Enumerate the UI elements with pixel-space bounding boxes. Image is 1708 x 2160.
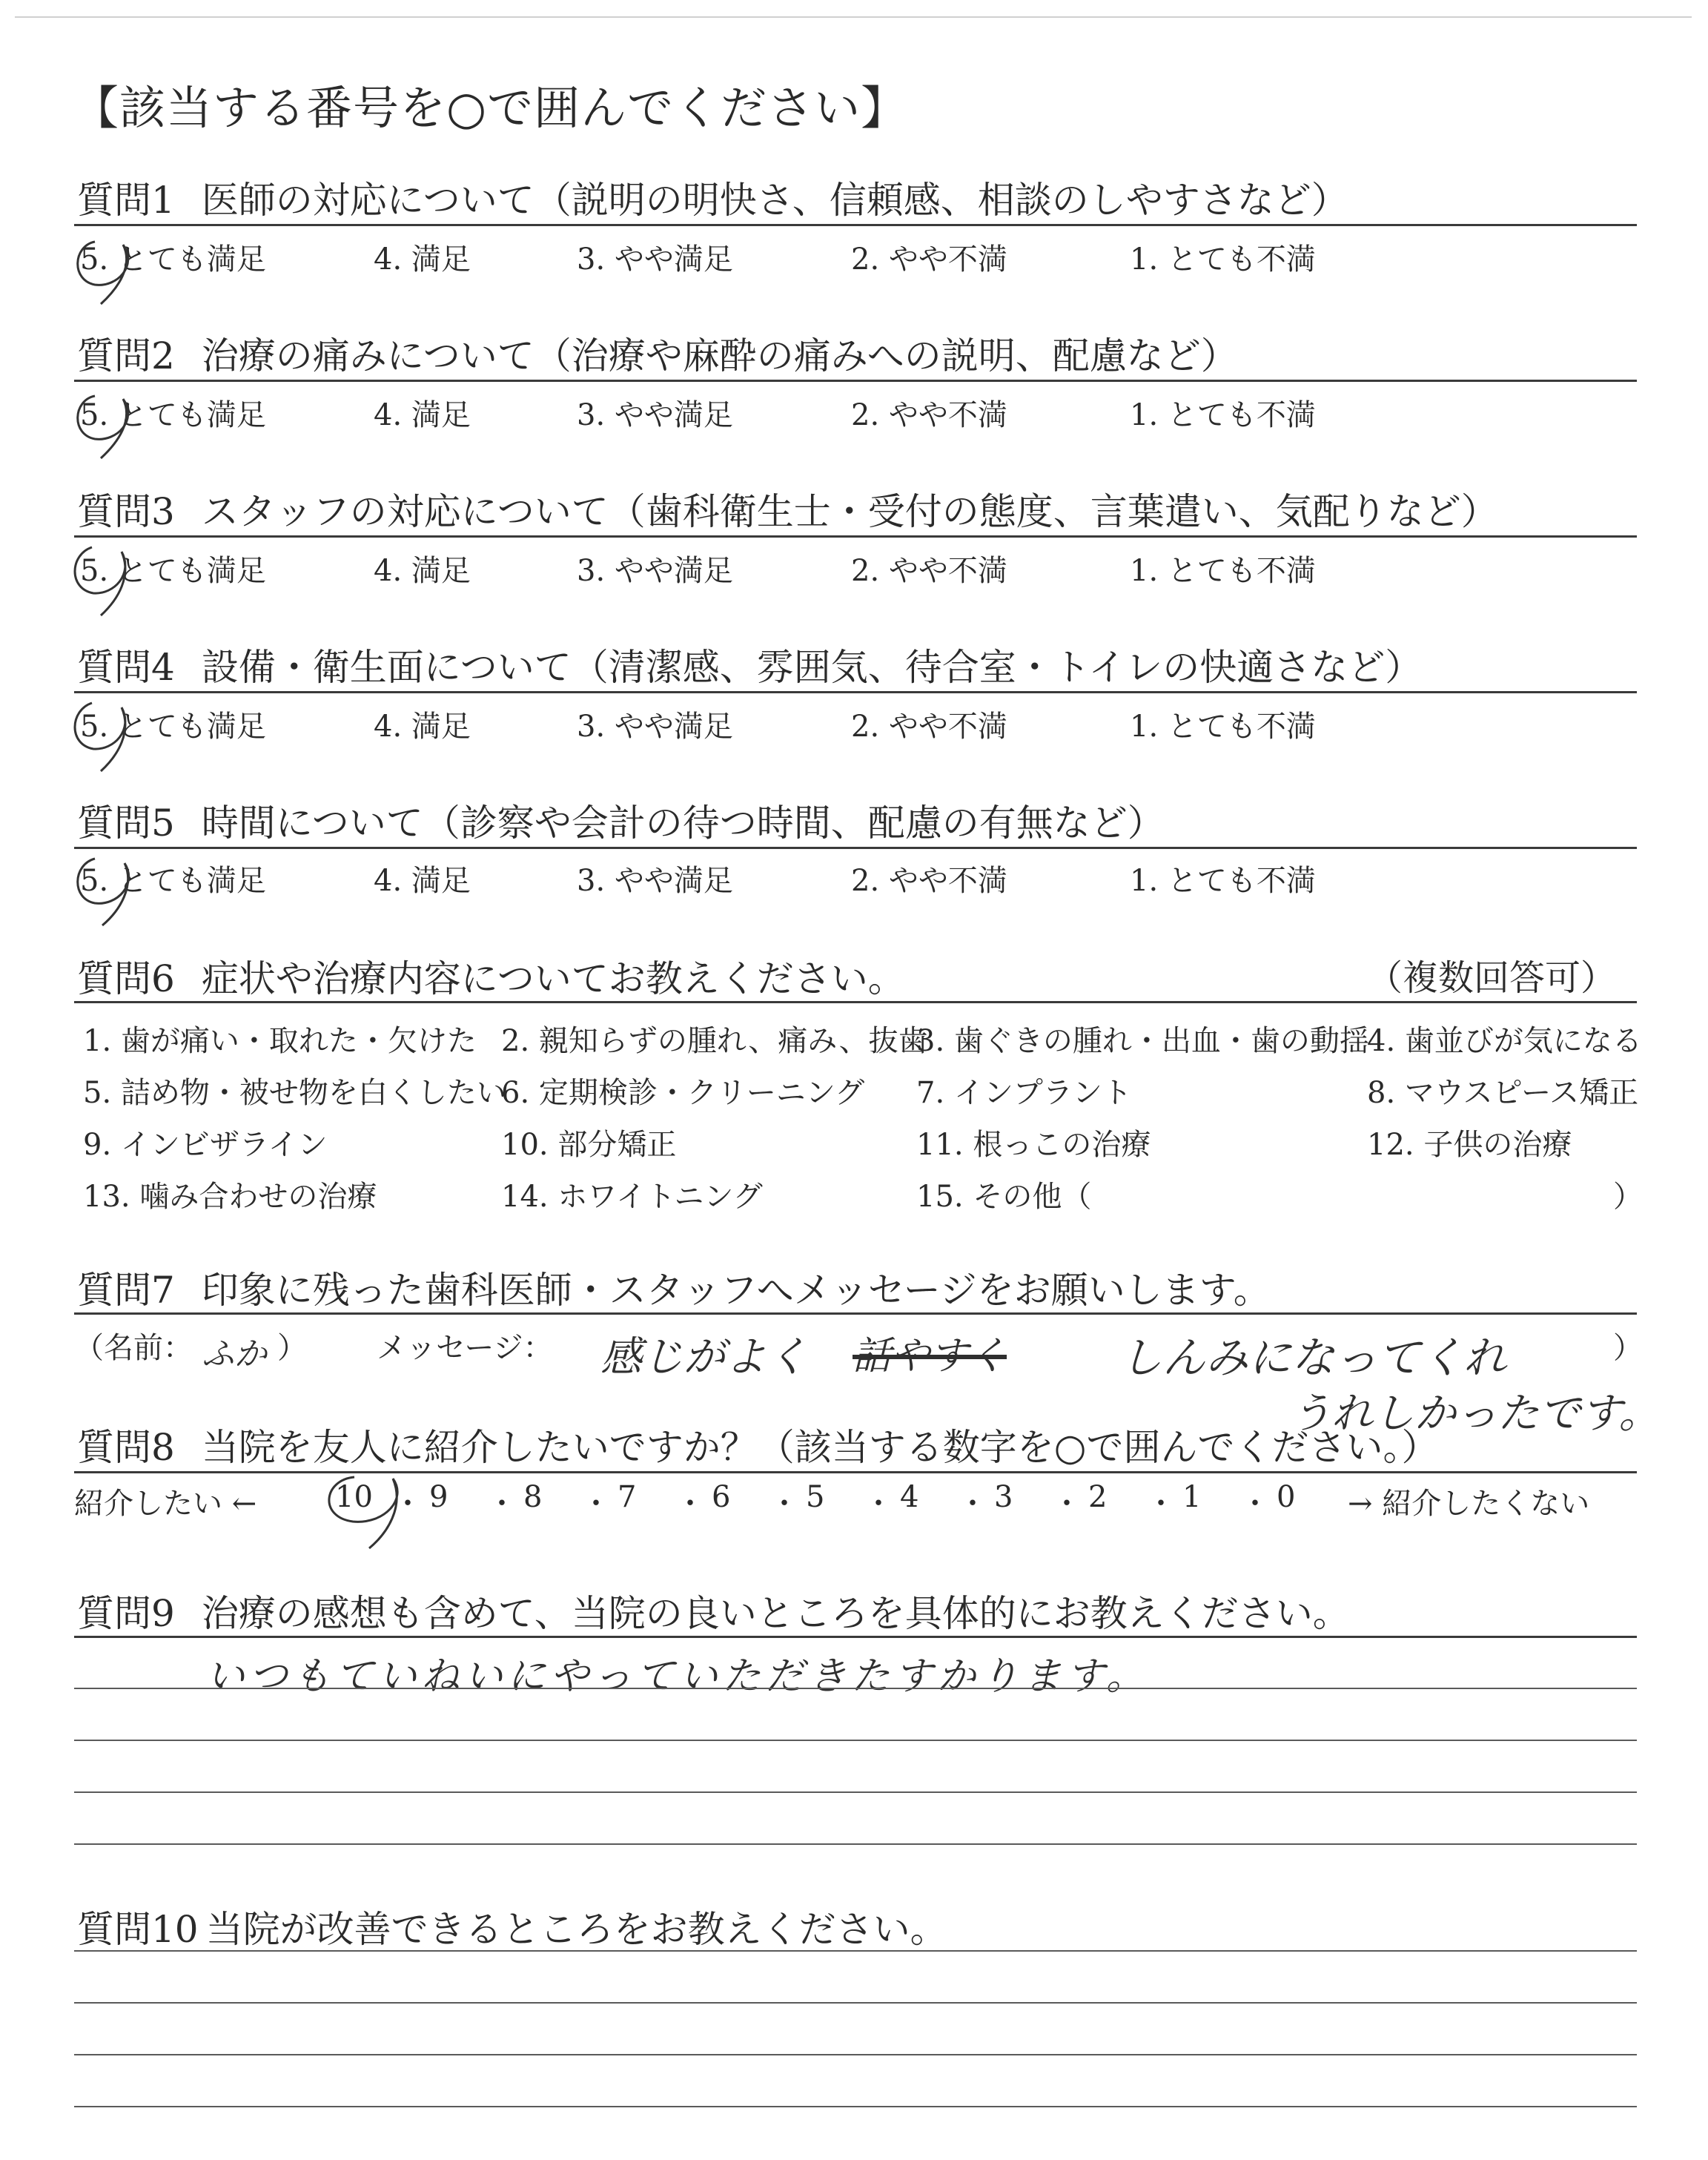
q6-item-12[interactable]: 12. 子供の治療 [1367, 1128, 1572, 1162]
q2-rule [74, 380, 1637, 382]
q7-heading [77, 1261, 1271, 1314]
q2-option-3[interactable]: 3. やや満足 [577, 398, 733, 432]
q7-message-close: ） [1613, 1331, 1643, 1365]
q5-option-5[interactable]: 5. とても満足 [80, 864, 266, 898]
q9-heading [77, 1584, 1350, 1637]
q9-label: 質問9 [77, 1592, 175, 1635]
q7-message-struck: 話やすく [853, 1334, 1007, 1378]
q1-rule [74, 224, 1637, 226]
q7-name-label: （名前： [74, 1331, 193, 1365]
q1-option-3[interactable]: 3. やや満足 [577, 242, 733, 277]
q8-scale-separator: ・ [769, 1487, 799, 1521]
q5-option-4[interactable]: 4. 満足 [374, 864, 471, 898]
q8-scale-separator: ・ [1146, 1487, 1176, 1521]
q7-message-line2[interactable]: うれしかったです。 [1290, 1390, 1661, 1438]
q8-label: 質問8 [77, 1426, 175, 1469]
q3-option-5[interactable]: 5. とても満足 [80, 554, 266, 588]
q6-item-7[interactable]: 7. インプラント [916, 1076, 1132, 1110]
q2-option-5[interactable]: 5. とても満足 [80, 398, 266, 432]
q10-text: 当院が改善できるところをお教えください。 [205, 1908, 947, 1951]
q1-option-4[interactable]: 4. 満足 [374, 242, 471, 277]
q3-circle-mark [62, 541, 144, 623]
q9-line-1 [74, 1688, 1637, 1689]
q2-option-1[interactable]: 1. とても不満 [1130, 398, 1316, 432]
q6-item-6[interactable]: 6. 定期検診・クリーニング [501, 1076, 865, 1110]
q9-text: 治療の感想も含めて、当院の良いところを具体的にお教えください。 [201, 1592, 1350, 1635]
q4-option-5[interactable]: 5. とても満足 [80, 710, 266, 744]
q5-option-2[interactable]: 2. やや不満 [851, 864, 1007, 898]
q8-scale-4[interactable]: 4 [900, 1480, 919, 1514]
q7-name-close: ） [277, 1331, 307, 1365]
q1-label: 質問1 [77, 179, 175, 222]
q6-item-15[interactable]: 15. その他（ [916, 1180, 1092, 1214]
q7-label: 質問7 [77, 1269, 175, 1312]
q5-option-3[interactable]: 3. やや満足 [577, 864, 733, 898]
q7-text: 印象に残った歯科医師・スタッフへメッセージをお願いします。 [201, 1269, 1271, 1312]
q8-right-label: → 紹介したくない [1348, 1487, 1590, 1521]
q6-item-9[interactable]: 9. インビザライン [83, 1128, 328, 1162]
q2-text: 治療の痛みについて（治療や麻酔の痛みへの説明、配慮など） [201, 334, 1238, 377]
q6-item-4[interactable]: 4. 歯並びが気になる [1367, 1024, 1642, 1058]
q1-heading [77, 171, 1348, 224]
page-title: 【該当する番号を○で囲んでください】 [73, 81, 908, 135]
q7-message-line1[interactable]: 感じがよく [600, 1333, 808, 1381]
q8-scale-separator: ・ [675, 1487, 705, 1521]
q6-item-13[interactable]: 13. 噛み合わせの治療 [83, 1180, 377, 1214]
q6-label: 質問6 [77, 957, 175, 1000]
top-border [15, 16, 1692, 18]
q6-item-2[interactable]: 2. 親知らずの腫れ、痛み、抜歯 [501, 1024, 928, 1058]
q8-scale-5[interactable]: 5 [806, 1480, 825, 1514]
q5-text: 時間について（診察や会計の待つ時間、配慮の有無など） [201, 802, 1165, 845]
q4-heading [77, 638, 1422, 691]
q9-answer[interactable]: いつもていねいにやっていただきたすかります。 [206, 1654, 1149, 1699]
q6-item-11[interactable]: 11. 根っこの治療 [916, 1128, 1151, 1162]
q8-scale-7[interactable]: 7 [618, 1480, 637, 1514]
q6-item-10[interactable]: 10. 部分矯正 [501, 1128, 677, 1162]
q5-label: 質問5 [77, 802, 175, 845]
q6-other-close: ） [1613, 1180, 1643, 1214]
q8-scale-separator: ・ [864, 1487, 893, 1521]
q8-scale-3[interactable]: 3 [994, 1480, 1013, 1514]
q8-scale-separator: ・ [393, 1487, 423, 1521]
q4-option-4[interactable]: 4. 満足 [374, 710, 471, 744]
q7-message-label: メッセージ： [377, 1331, 553, 1365]
q8-scale-1[interactable]: 1 [1182, 1480, 1202, 1514]
q10-line-3 [74, 2054, 1637, 2055]
q3-label: 質問3 [77, 490, 175, 533]
q4-rule [74, 691, 1637, 693]
q9-line-2 [74, 1740, 1637, 1741]
q8-left-label: 紹介したい ← [74, 1487, 257, 1521]
q10-line-2 [74, 2002, 1637, 2004]
q6-note: （複数回答可） [1367, 957, 1617, 999]
q8-heading [77, 1418, 1438, 1471]
q1-text: 医師の対応について（説明の明快さ、信頼感、相談のしやすさなど） [201, 179, 1348, 222]
q1-option-2[interactable]: 2. やや不満 [851, 242, 1007, 277]
q3-option-2[interactable]: 2. やや不満 [851, 554, 1007, 588]
q8-scale-2[interactable]: 2 [1088, 1480, 1108, 1514]
q6-rule [74, 1001, 1637, 1003]
q1-option-5[interactable]: 5. とても満足 [80, 242, 266, 277]
q3-text: スタッフの対応について（歯科衛生士・受付の態度、言葉遣い、気配りなど） [201, 490, 1498, 533]
q7-name-value[interactable]: ふか [202, 1335, 267, 1373]
q8-scale-0[interactable]: 0 [1277, 1480, 1296, 1514]
q9-rule [74, 1636, 1637, 1638]
q7-rule [74, 1312, 1637, 1315]
q6-item-14[interactable]: 14. ホワイトニング [501, 1180, 763, 1214]
q5-circle-mark [65, 853, 147, 934]
q3-rule [74, 535, 1637, 538]
q5-option-1[interactable]: 1. とても不満 [1130, 864, 1316, 898]
q5-rule [74, 847, 1637, 849]
q2-heading [77, 326, 1238, 380]
q8-scale-6[interactable]: 6 [712, 1480, 731, 1514]
q2-circle-mark [65, 390, 147, 464]
q8-scale-separator: ・ [958, 1487, 987, 1521]
q2-option-2[interactable]: 2. やや不満 [851, 398, 1007, 432]
q8-circle-mark [310, 1470, 421, 1559]
q9-line-3 [74, 1791, 1637, 1793]
q6-item-1[interactable]: 1. 歯が痛い・取れた・欠けた [83, 1024, 477, 1058]
q10-line-1 [74, 1950, 1637, 1952]
q4-option-3[interactable]: 3. やや満足 [577, 710, 733, 744]
q1-option-1[interactable]: 1. とても不満 [1130, 242, 1316, 277]
q8-scale-9[interactable]: 9 [429, 1480, 448, 1514]
q3-option-3[interactable]: 3. やや満足 [577, 554, 733, 588]
q8-scale-separator: ・ [1240, 1487, 1270, 1521]
q4-option-2[interactable]: 2. やや不満 [851, 710, 1007, 744]
q7-message-line1b[interactable]: しんみになってくれ [1119, 1332, 1507, 1383]
q8-scale-separator: ・ [581, 1487, 611, 1521]
q6-item-3[interactable]: 3. 歯ぐきの腫れ・出血・歯の動揺 [916, 1024, 1369, 1058]
q4-text: 設備・衛生面について（清潔感、雰囲気、待合室・トイレの快適さなど） [201, 646, 1423, 689]
q8-scale-separator: ・ [487, 1487, 517, 1521]
q5-heading [77, 793, 1165, 847]
q4-label: 質問4 [77, 646, 175, 689]
q6-text: 症状や治療内容についてお教えください。 [201, 957, 905, 1000]
q3-option-1[interactable]: 1. とても不満 [1130, 554, 1316, 588]
q1-circle-mark [65, 236, 147, 310]
q10-line-4 [74, 2106, 1637, 2107]
q4-circle-mark [62, 697, 144, 779]
q4-option-1[interactable]: 1. とても不満 [1130, 710, 1316, 744]
q6-heading [77, 949, 905, 1003]
q3-option-4[interactable]: 4. 満足 [374, 554, 471, 588]
q8-scale-10[interactable]: 10 [335, 1480, 373, 1514]
q2-label: 質問2 [77, 334, 175, 377]
q10-label: 質問10 [77, 1908, 199, 1951]
q8-scale-8[interactable]: 8 [523, 1480, 543, 1514]
q3-heading [77, 482, 1498, 535]
q10-heading [77, 1900, 947, 1953]
q9-line-4 [74, 1843, 1637, 1845]
q8-text: 当院を友人に紹介したいですか？（該当する数字を○で囲んでください。） [201, 1426, 1439, 1469]
q6-item-5[interactable]: 5. 詰め物・被せ物を白くしたい [83, 1076, 506, 1110]
q6-item-8[interactable]: 8. マウスピース矯正 [1367, 1076, 1639, 1110]
q8-scale-separator: ・ [1052, 1487, 1082, 1521]
q2-option-4[interactable]: 4. 満足 [374, 398, 471, 432]
q8-rule [74, 1471, 1637, 1473]
